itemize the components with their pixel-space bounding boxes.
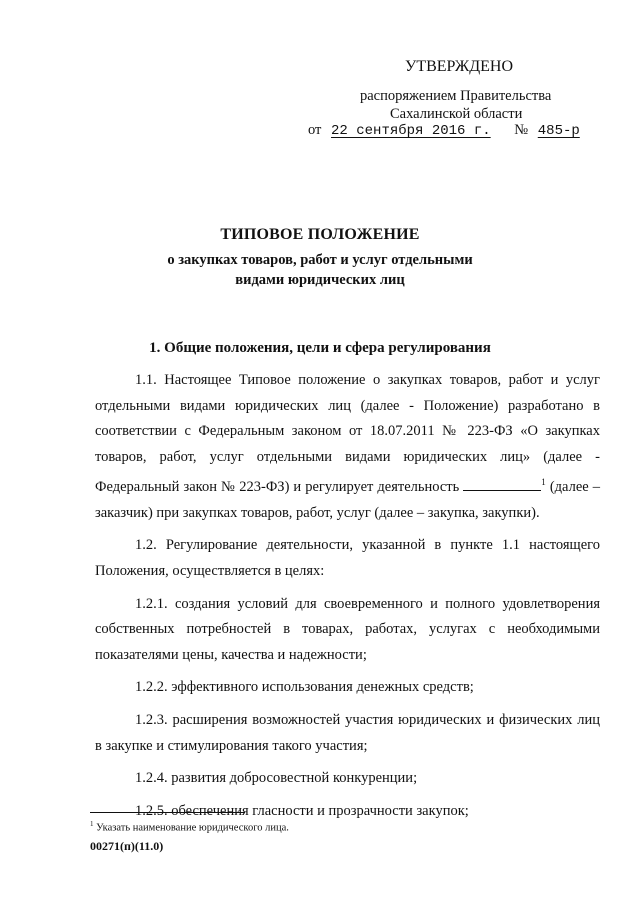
footnote-mark: 1 <box>90 820 94 828</box>
paragraph-1-2-3: 1.2.3. расширения возможностей участия юридических и физических лиц в закупке и стимулирования такого участия; <box>95 711 600 754</box>
approval-date: 22 сентября 2016 г. <box>331 123 491 139</box>
footnote <box>90 820 289 834</box>
approval-date-line <box>308 122 586 139</box>
footnote-ref: 1 <box>541 477 546 488</box>
approval-line-2: Сахалинской области <box>390 106 523 122</box>
approval-line-1: распоряжением Правительства <box>360 88 552 104</box>
document-subtitle-line-2: видами юридических лиц <box>235 272 405 288</box>
blank-fill-line <box>463 476 541 491</box>
paragraph-1-2: 1.2. Регулирование деятельности, указанной в пункте 1.1 настоящего Положения, осуществляется в целях: <box>95 537 600 579</box>
footnote-text: Указать наименование юридического лица. <box>96 822 289 834</box>
paragraph-1-1 <box>95 368 600 526</box>
paragraph-1-2-1: 1.2.1. создания условий для своевременного и полного удовлетворения собственных потребностей в товарах, работах, услугах с необходимыми показателями цены, качества и надежности; <box>95 595 600 663</box>
document-subtitle-line-1: о закупках товаров, работ и услуг отдельными <box>167 252 473 268</box>
paragraph-1-2-5: 1.2.5. обеспечения гласности и прозрачности закупок; <box>135 802 469 819</box>
paragraph-1-1-text-b: (далее – заказчик) при закупках товаров, работ, услуг (далее – закупка, закупки). <box>95 479 600 521</box>
section-body <box>95 368 600 824</box>
paragraph-1-2-4: 1.2.4. развития добросовестной конкуренции; <box>135 770 418 787</box>
footnote-divider <box>90 812 245 813</box>
number-prefix: № <box>514 122 529 138</box>
document-code: 00271(п)(11.0) <box>90 839 164 853</box>
paragraph-1-1-text-a: 1.1. Настоящее Типовое положение о закупках товаров, работ и услуг отдельными видами юридических лиц (далее - Положение) разработано в соответствии с Федеральным законом от 18.07.2011 № 223-ФЗ «О закупках товаров, работ, услуг отдельными видами юридических лиц» (далее - Федеральный закон № 223-ФЗ) и регулирует деятельность <box>95 372 600 496</box>
approval-title: УТВЕРЖДЕНО <box>405 58 514 75</box>
section-heading: 1. Общие положения, цели и сфера регулирования <box>149 340 491 356</box>
approval-number: 485-р <box>537 123 580 139</box>
document-title: ТИПОВОЕ ПОЛОЖЕНИЕ <box>220 226 420 243</box>
paragraph-1-2-2: 1.2.2. эффективного использования денежных средств; <box>135 679 474 696</box>
date-prefix: от <box>308 122 322 138</box>
